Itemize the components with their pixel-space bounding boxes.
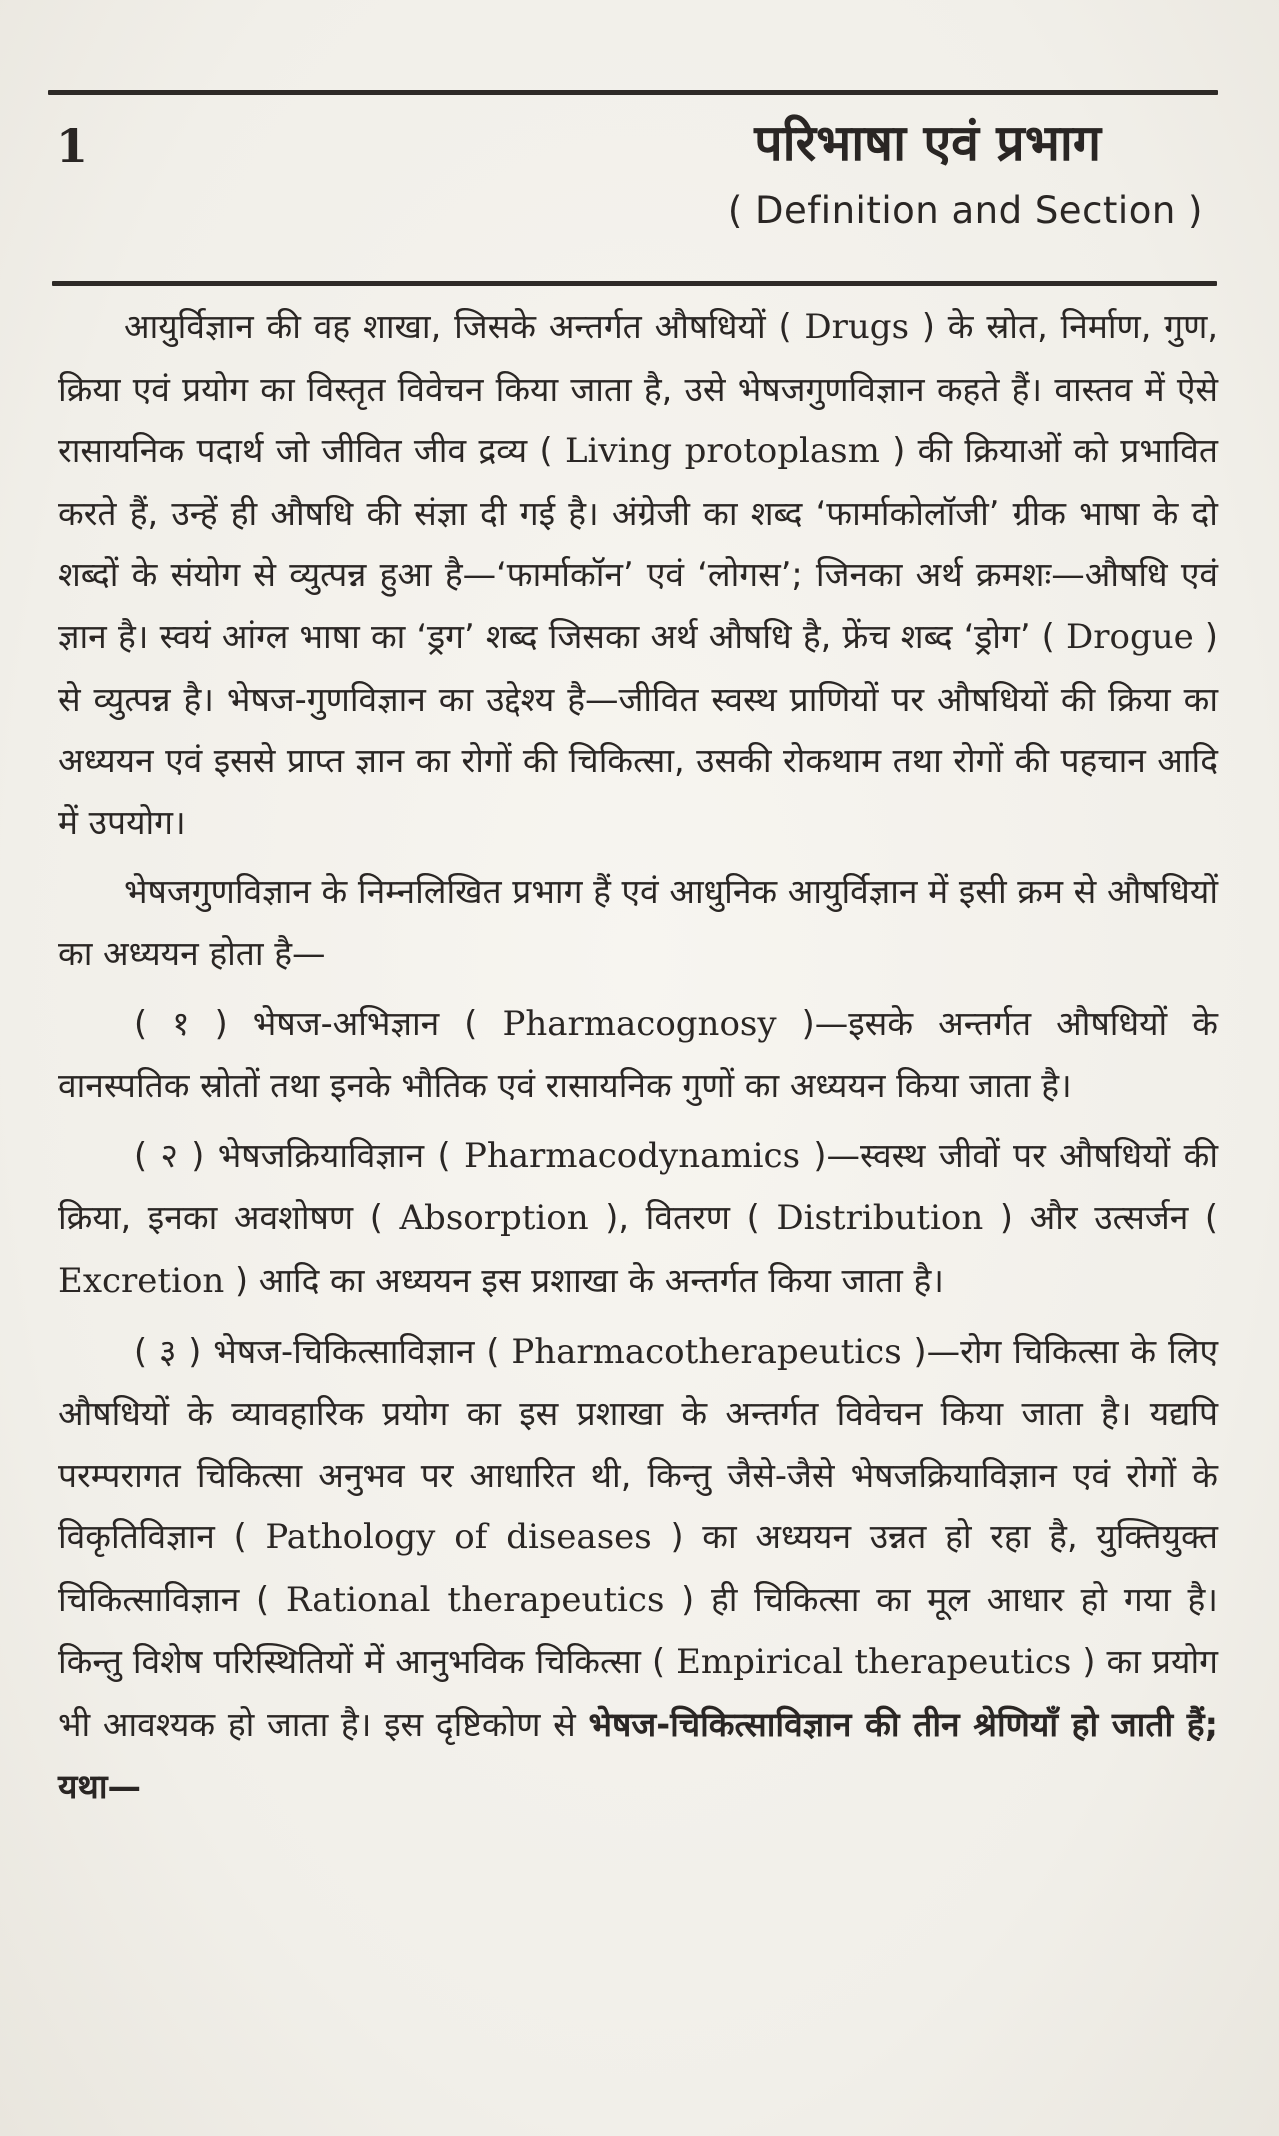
text-run: भेषजगुणविज्ञान के निम्नलिखित प्रभाग हैं एवं आधुनिक आयुर्विज्ञान में इसी क्रम से औषधियों का अध्ययन होता है— bbox=[58, 872, 1218, 973]
paragraph bbox=[58, 861, 1218, 984]
english-term: Rational therapeutics bbox=[285, 1579, 665, 1620]
text-run: ) का प्रयोग भी आवश्यक हो जाता है। इस दृष्टिकोण से bbox=[58, 1642, 1218, 1745]
text-run: )—स्वस्थ जीवों पर औषधियों की क्रिया, इनका अवशोषण ( bbox=[58, 1135, 1219, 1238]
text-run: ) के स्रोत, निर्माण, गुण, क्रिया एवं प्रयोग का विस्तृत विवेचन किया जाता है, उसे भेषजगुणविज्ञान कहते हैं। वास्तव में ऐसे रासायनिक पदार्थ जो जीवित जीव द्रव्य ( bbox=[58, 307, 1218, 471]
header-bottom-rule bbox=[52, 281, 1217, 286]
text-run: ( २ ) भेषजक्रियाविज्ञान ( bbox=[134, 1135, 464, 1175]
text-run: ) और उत्सर्जन ( bbox=[983, 1198, 1219, 1238]
text-run: )—इसके अन्तर्गत औषधियों के वानस्पतिक स्रोतों तथा इनके भौतिक एवं रासायनिक गुणों का अध्ययन किया जाता है। bbox=[58, 1003, 1219, 1106]
body-text bbox=[58, 296, 1218, 1817]
text-run: ) की क्रियाओं को प्रभावित करते हैं, उन्हें ही औषधि की संज्ञा दी गई है। अंग्रेजी का शब्द ‘फार्माकोलॉजी’ ग्रीक भाषा के दो शब्दों के संयोग से व्युत्पन्न हुआ है—‘फार्माकॉन’ एवं ‘लोगस’; जिनका अर्थ क्रमशः—औषधि एवं ज्ञान है। स्वयं आंग्ल भाषा का ‘ड्रग’ शब्द जिसका अर्थ औषधि है, फ्रेंच शब्द ‘ड्रोग’ ( bbox=[58, 431, 1218, 656]
header-top-rule bbox=[48, 90, 1218, 95]
english-term: Drugs bbox=[804, 307, 910, 347]
text-run: ) का अध्ययन उन्नत हो रहा है, युक्तियुक्त चिकित्साविज्ञान ( bbox=[58, 1517, 1218, 1619]
english-term: Pharmacognosy bbox=[502, 1003, 777, 1044]
section-paragraph bbox=[58, 1321, 1218, 1818]
text-run: ) से व्युत्पन्न है। भेषज-गुणविज्ञान का उद्देश्य है—जीवित स्वस्थ प्राणियों पर औषधियों की क्रिया का अध्ययन एवं इससे प्राप्त ज्ञान का रोगों की चिकित्सा, उसकी रोकथाम तथा रोगों की पहचान आदि में उपयोग। bbox=[58, 616, 1219, 842]
english-term: Excretion bbox=[58, 1260, 225, 1301]
chapter-number: 1 bbox=[56, 119, 89, 173]
english-term: Pharmacodynamics bbox=[463, 1135, 801, 1176]
text-run: ( ३ ) भेषज-चिकित्साविज्ञान ( bbox=[134, 1331, 512, 1371]
paragraph bbox=[58, 296, 1218, 853]
text-run: ) ही चिकित्सा का मूल आधार हो गया है। किन्तु विशेष परिस्थितियों में आनुभविक चिकित्सा ( bbox=[58, 1579, 1219, 1682]
text-run: आयुर्विज्ञान की वह शाखा, जिसके अन्तर्गत औषधियों ( bbox=[124, 307, 805, 346]
english-term: Empirical therapeutics bbox=[676, 1642, 1072, 1683]
english-term: Drogue bbox=[1065, 616, 1194, 657]
text-run: )—रोग चिकित्सा के लिए औषधियों के व्यावहारिक प्रयोग का इस प्रशाखा के अन्तर्गत विवेचन किया जाता है। यद्यपि परम्परागत चिकित्सा अनुभव पर आधारित थी, किन्तु जैसे-जैसे भेषजक्रियाविज्ञान एवं रोगों के विकृतिविज्ञान ( bbox=[58, 1331, 1218, 1557]
text-run: ( १ ) भेषज-अभिज्ञान ( bbox=[134, 1003, 503, 1043]
english-term: Pathology of diseases bbox=[265, 1517, 652, 1558]
chapter-title-english: ( Definition and Section ) bbox=[727, 189, 1203, 232]
text-run: ), वितरण ( bbox=[588, 1198, 777, 1238]
text-run: ) आदि का अध्ययन इस प्रशाखा के अन्तर्गत किया जाता है। bbox=[224, 1260, 944, 1300]
english-term: Pharmacotherapeutics bbox=[511, 1331, 902, 1372]
english-term: Absorption bbox=[399, 1198, 589, 1239]
chapter-title-hindi: परिभाषा एवं प्रभाग bbox=[754, 114, 1101, 172]
section-paragraph bbox=[58, 993, 1218, 1117]
english-term: Distribution bbox=[776, 1198, 984, 1239]
english-term: Living protoplasm bbox=[564, 431, 880, 472]
bold-text: भेषज-चिकित्साविज्ञान की तीन श्रेणियाँ हो जाती हैं; यथा— bbox=[58, 1705, 1218, 1806]
section-paragraph bbox=[58, 1125, 1218, 1313]
